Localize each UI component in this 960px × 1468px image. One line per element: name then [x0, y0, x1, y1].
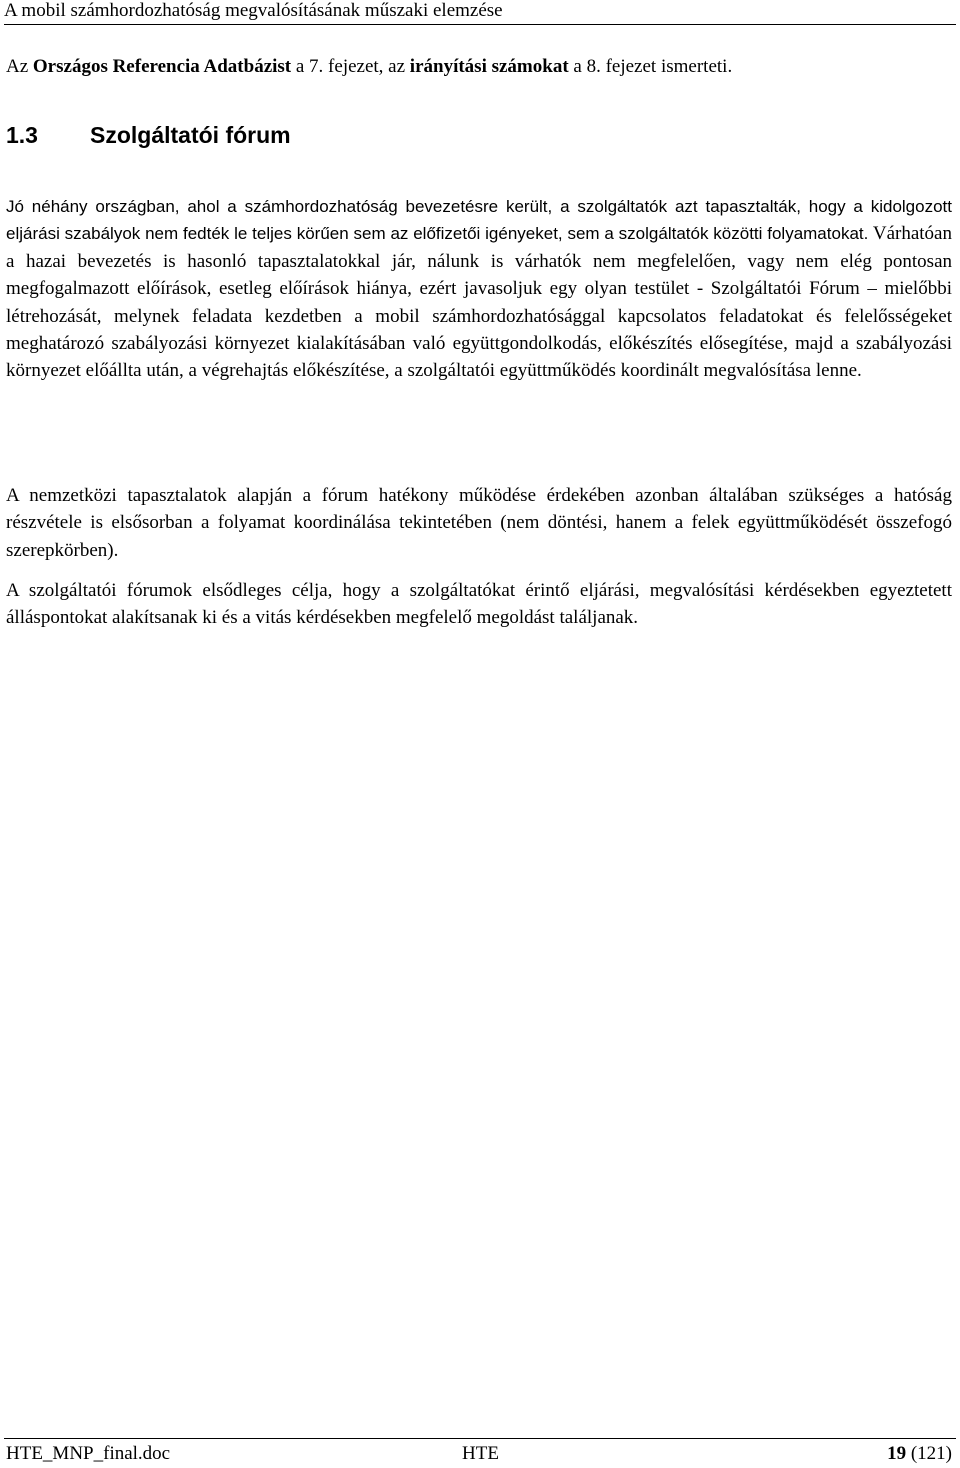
paragraph-2: A nemzetközi tapasztalatok alapján a fórum hatékony működése érdekében azonban általában szükséges a hatóság részvétele is elsősorban a folyamat koordinálása tekintetében (nem döntési, hanem a felek együttműködését összefogó szerepkörben).: [6, 485, 952, 561]
document-title: A mobil számhordozhatóság megvalósításának műszaki elemzése: [4, 0, 503, 21]
footer-page-number: 19: [887, 1443, 907, 1464]
footer-filename: HTE_MNP_final.doc: [6, 1443, 171, 1464]
footer-page-total: (121): [910, 1443, 952, 1464]
paragraph-1-serif-part: Várhatóan a hazai bevezetés is hasonló tapasztalatokkal jár, nálunk is várhatók nem megfelelően, vagy nem elég pontosan megfogalmazott előírások, esetleg előírások hiánya, ezért javasoljuk egy olyan testület - Szolgáltatói Fórum – mielőbbi létrehozását, melynek feladata kezdetben a mobil számhordozhatósággal kapcsolatos feladatokat és felelősségeket meghatározó szabályozási környezet kialakításában való együttgondolkodás, előkészítés elősegítése, majd a szabályozási környezet előállta után, a végrehajtás előkészítése, a szolgáltatói együttműködés koordinált megvalósítása lenne.: [6, 223, 952, 382]
page-footer: [4, 1438, 956, 1467]
section-heading: [6, 120, 291, 150]
paragraph-3: A szolgáltatói fórumok elsődleges célja, hogy a szolgáltatókat érintő eljárási, megvalósítási kérdésekben egyeztetett álláspontokat alakítsanak ki és a vitás kérdésekben megfelelő megoldást találjanak.: [6, 580, 952, 629]
footer-org: HTE: [462, 1443, 499, 1464]
page-header: [4, 0, 956, 25]
footer-page-info: [887, 1440, 952, 1468]
intro-sentence: [6, 55, 952, 79]
intro-text-2: a 7. fejezet, az: [291, 56, 410, 77]
intro-ref-db: Országos Referencia Adatbázist: [32, 56, 292, 77]
intro-text-1: Az: [6, 56, 33, 77]
paragraph-1: [6, 193, 952, 385]
intro-routing: irányítási számokat: [409, 56, 569, 77]
intro-text-3: a 8. fejezet ismerteti.: [568, 56, 733, 77]
section-title: Szolgáltatói fórum: [90, 122, 291, 148]
paragraph-1-sans-part: Jó néhány országban, ahol a számhordozhatóság bevezetésre került, a szolgáltatók azt tapasztalták, hogy a kidolgozott eljárási szabályok nem fedték le teljes körűen sem az előfizetői igényeket, sem a szolgáltatók közötti folyamatokat.: [6, 197, 952, 244]
section-number: 1.3: [6, 122, 38, 148]
